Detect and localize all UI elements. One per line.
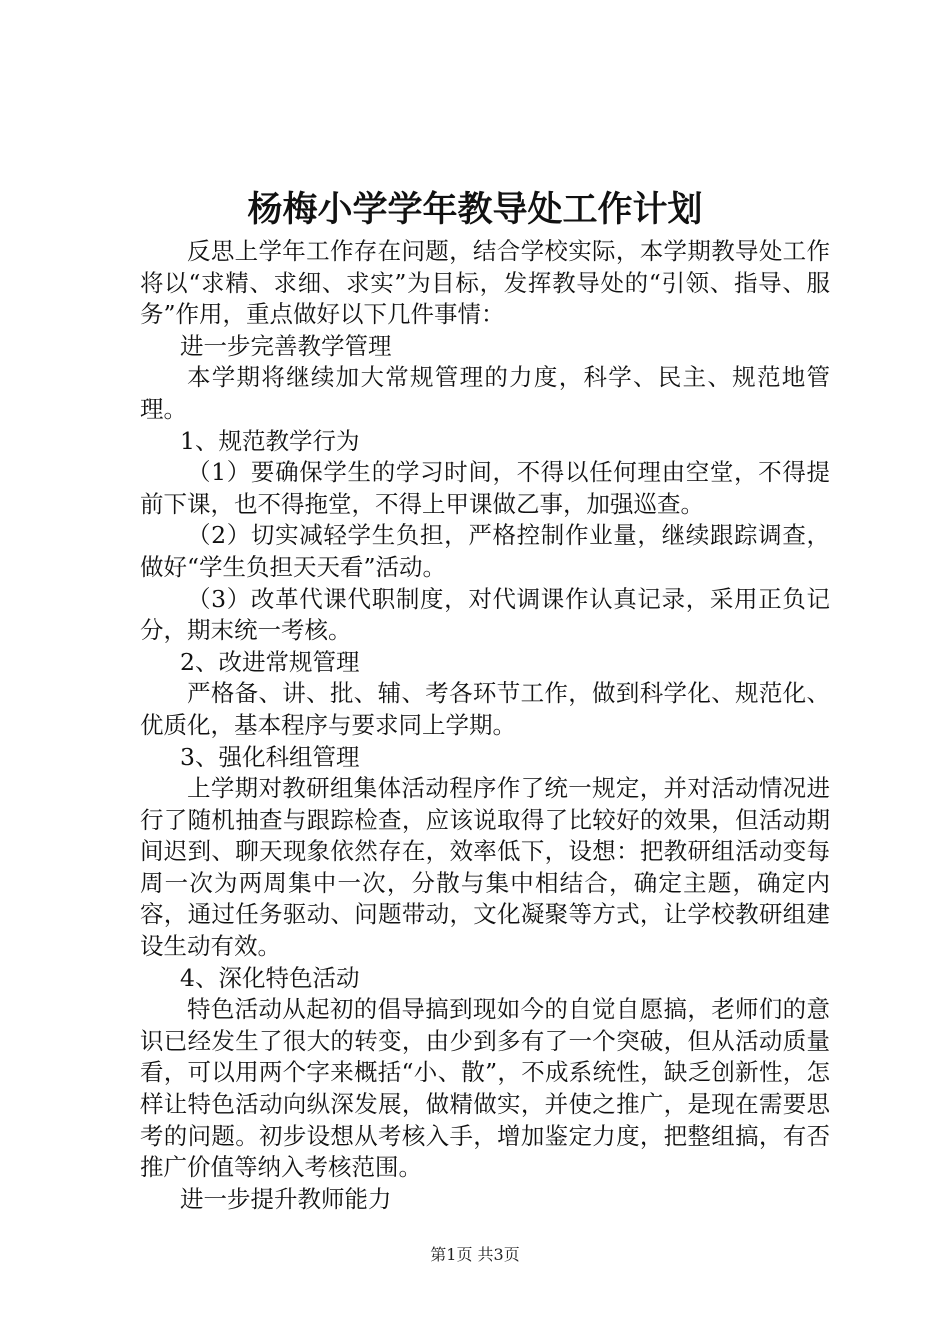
subheading-2: 2、改进常规管理 [180, 647, 360, 676]
paragraph: 上学期对教研组集体活动程序作了统一规定，并对活动情况进行了随机抽查与跟踪检查，应该说取得了比较好的效果，但活动期间迟到、聊天现象依然存在，效率低下，设想：把教研组活动变每周一次为两周集中一次，分散与集中相结合，确定主题，确定内容，通过任务驱动、问题带动，文化凝聚等方式，让学校教研组建设生动有效。 [140, 774, 830, 961]
subheading-1: 1、规范教学行为 [180, 426, 360, 455]
paragraph-item-3: （3）改革代课代职制度，对代调课作认真记录，采用正负记分，期末统一考核。 [140, 584, 830, 645]
paragraph-item-1: （1）要确保学生的学习时间，不得以任何理由空堂，不得提前下课，也不得拖堂，不得上甲课做乙事，加强巡查。 [140, 458, 830, 518]
page-footer: 第1页 共3页 [430, 1245, 520, 1264]
document-body [140, 236, 830, 1215]
section-heading-teaching-management: 进一步完善教学管理 [180, 331, 392, 360]
section-heading-teacher-ability: 进一步提升教师能力 [180, 1184, 392, 1213]
subheading-3: 3、强化科组管理 [180, 742, 360, 771]
paragraph: 本学期将继续加大常规管理的力度，科学、民主、规范地管理。 [140, 363, 830, 423]
document-title: 杨梅小学学年教导处工作计划 [247, 189, 703, 230]
paragraph: 特色活动从起初的倡导搞到现如今的自觉自愿搞，老师们的意识已经发生了很大的转变，由少到多有了一个突破，但从活动质量看，可以用两个字来概括“小、散”，不成系统性，缺乏创新性，怎样让特色活动向纵深发展，做精做实，并使之推广，是现在需要思考的问题。初步设想从考核入手，增加鉴定力度，把整组搞，有否推广价值等纳入考核范围。 [140, 995, 830, 1182]
paragraph-intro: 反思上学年工作存在问题，结合学校实际，本学期教导处工作将以“求精、求细、求实”为目标，发挥教导处的“引领、指导、服务”作用，重点做好以下几件事情： [140, 237, 830, 329]
subheading-4: 4、深化特色活动 [180, 963, 360, 992]
paragraph: 严格备、讲、批、辅、考各环节工作，做到科学化、规范化、优质化，基本程序与要求同上学期。 [140, 679, 830, 739]
paragraph-item-2: （2）切实减轻学生负担，严格控制作业量，继续跟踪调查，做好“学生负担天天看”活动。 [140, 521, 830, 581]
